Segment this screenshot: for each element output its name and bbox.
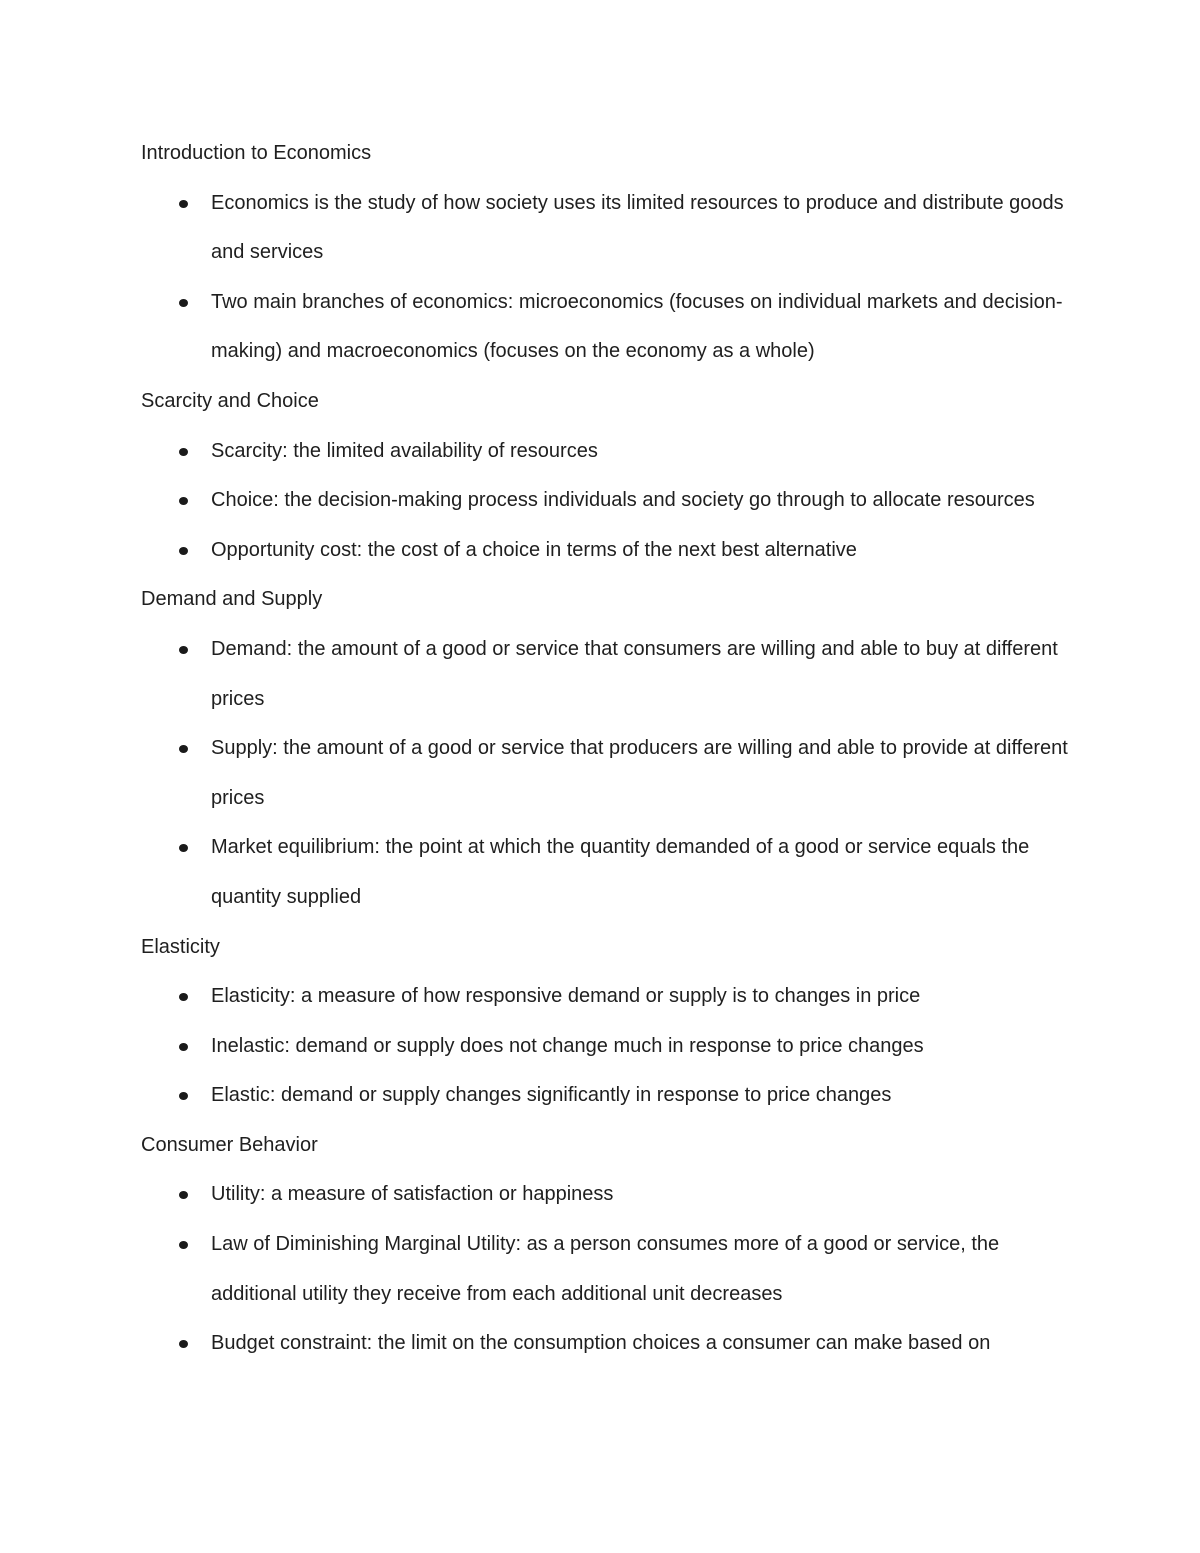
bullet-icon xyxy=(179,547,188,555)
list-item-text: Law of Diminishing Marginal Utility: as a person consumes more of a good or service, the additional utility they receive from each additional unit decreases xyxy=(211,1233,1000,1305)
section-scarcity-and-choice xyxy=(141,377,1071,575)
list-item xyxy=(141,526,1071,576)
bullet-icon xyxy=(179,299,188,307)
list-item-text: Budget constraint: the limit on the consumption choices a consumer can make based on xyxy=(211,1332,991,1355)
list-item-text: Elasticity: a measure of how responsive demand or supply is to changes in price xyxy=(211,985,921,1008)
list-item xyxy=(141,972,1071,1022)
list-item xyxy=(141,625,1071,724)
bullet-icon xyxy=(179,844,188,852)
list-item-text: Scarcity: the limited availability of resources xyxy=(211,439,598,462)
list-item-text: Inelastic: demand or supply does not change much in response to price changes xyxy=(211,1034,924,1057)
list-item xyxy=(141,278,1071,377)
section-demand-and-supply xyxy=(141,575,1071,922)
list-item xyxy=(141,1220,1071,1319)
section-introduction-to-economics xyxy=(141,129,1071,377)
bullet-icon xyxy=(179,1043,188,1051)
bullet-icon xyxy=(179,1340,188,1348)
section-heading: Demand and Supply xyxy=(141,588,323,611)
section-heading: Elasticity xyxy=(141,935,220,958)
section-elasticity xyxy=(141,923,1071,1121)
section-heading: Introduction to Economics xyxy=(141,142,372,164)
document-page xyxy=(141,129,1071,1369)
list-item xyxy=(141,724,1071,823)
list-item xyxy=(141,476,1071,526)
bullet-icon xyxy=(179,1191,188,1199)
list-item xyxy=(141,1071,1071,1121)
bullet-icon xyxy=(179,448,188,456)
list-item xyxy=(141,1319,1071,1369)
list-item-text: Supply: the amount of a good or service that producers are willing and able to provide at different prices xyxy=(211,737,1068,809)
bullet-icon xyxy=(179,745,188,753)
list-item-text: Two main branches of economics: microeconomics (focuses on individual markets and decision-making) and macroeconomics (focuses on the economy as a whole) xyxy=(211,290,1063,363)
bullet-list xyxy=(141,179,1071,377)
list-item-text: Utility: a measure of satisfaction or happiness xyxy=(211,1183,614,1206)
section-heading: Scarcity and Choice xyxy=(141,389,319,412)
bullet-icon xyxy=(179,200,188,208)
list-item xyxy=(141,823,1071,922)
bullet-list xyxy=(141,427,1071,576)
bullet-icon xyxy=(179,1092,188,1100)
bullet-icon xyxy=(179,646,188,654)
list-item-text: Economics is the study of how society uses its limited resources to produce and distribute goods and services xyxy=(211,191,1064,264)
list-item xyxy=(141,1022,1071,1072)
list-item-text: Market equilibrium: the point at which the quantity demanded of a good or service equals the quantity supplied xyxy=(211,836,1030,908)
bullet-list xyxy=(141,1170,1071,1368)
list-item-text: Choice: the decision-making process individuals and society go through to allocate resources xyxy=(211,489,1035,512)
bullet-icon xyxy=(179,497,188,505)
list-item xyxy=(141,1170,1071,1220)
section-consumer-behavior xyxy=(141,1121,1071,1369)
bullet-list xyxy=(141,625,1071,923)
list-item xyxy=(141,179,1071,278)
bullet-icon xyxy=(179,993,188,1001)
bullet-list xyxy=(141,972,1071,1121)
bullet-icon xyxy=(179,1241,188,1249)
list-item-text: Demand: the amount of a good or service that consumers are willing and able to buy at different prices xyxy=(211,637,1058,710)
list-item xyxy=(141,427,1071,477)
section-heading: Consumer Behavior xyxy=(141,1133,318,1156)
list-item-text: Elastic: demand or supply changes significantly in response to price changes xyxy=(211,1084,892,1107)
list-item-text: Opportunity cost: the cost of a choice in terms of the next best alternative xyxy=(211,538,857,561)
